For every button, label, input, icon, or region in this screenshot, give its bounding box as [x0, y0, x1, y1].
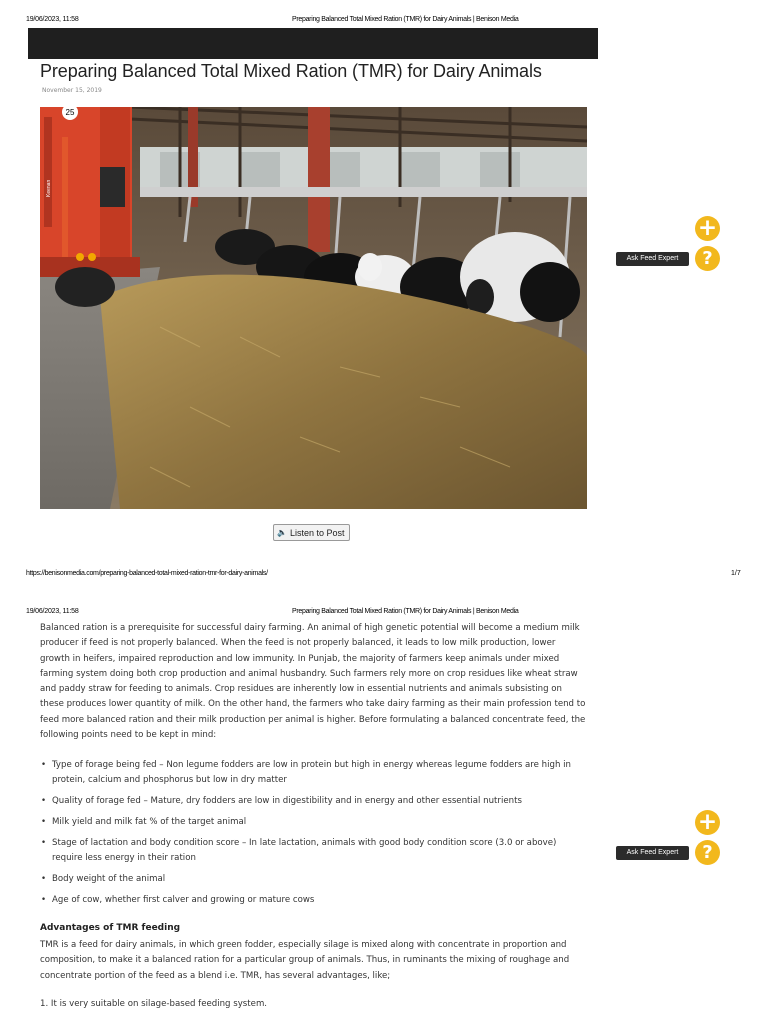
ask-feed-expert-label[interactable]: Ask Feed Expert	[616, 846, 689, 860]
intro-paragraph: Balanced ration is a prerequisite for successful dairy farming. An animal of high genetic potential will become a medium milk producer if feed is not properly balanced. When the feed is not properly balanced, it leads to low milk production, lower growth in heifers, impaired reproduction and low immunity. In Punjab, the majority of farmers keep animals under mixed farming system doing both crop production and animal husbandry. Such farmers rely more on crop residues like wheat straw and paddy straw for feeding to animals. Crop residues are inherently low in essential nutrients and animals subsisting on these produces lower quantity of milk. On the other hand, the farmers who take dairy farming as their main profession tend to feed more balanced ration and their milk production per animal is higher. Before formulating a balanced concentrate feed, the following points need to be kept in mind:	[40, 623, 586, 741]
speaker-icon: 🔈	[277, 528, 287, 537]
list-item: • Quality of forage fed – Mature, dry fodders are low in digestibility and in energy and other essential nutrients	[40, 794, 588, 809]
print-timestamp: 19/06/2023, 11:58	[26, 608, 79, 615]
print-page-title: Preparing Balanced Total Mixed Ration (TMR) for Dairy Animals | Benison Media	[292, 608, 519, 615]
listen-button-label: Listen to Post	[289, 527, 345, 538]
print-url: https://benisonmedia.com/preparing-balanced-total-mixed-ration-tmr-for-dairy-animals/	[26, 570, 268, 577]
advantages-heading: Advantages of TMR feeding	[40, 923, 181, 933]
question-icon[interactable]: ?	[695, 840, 720, 865]
list-item: • Body weight of the animal	[40, 872, 588, 887]
site-nav-bar	[28, 28, 598, 59]
list-item: • Milk yield and milk fat % of the target animal	[40, 815, 588, 830]
hero-image	[40, 107, 587, 509]
plus-icon[interactable]: +	[695, 216, 720, 241]
post-date: November 15, 2019	[42, 87, 102, 94]
list-item: • Type of forage being fed – Non legume fodders are low in protein but high in energy whereas legume fodders are high in protein, calcium and phosphorus but low in dry matter	[40, 758, 588, 789]
list-item: • Age of cow, whether first calver and growing or mature cows	[40, 893, 588, 908]
print-header	[0, 14, 768, 28]
post-title: Preparing Balanced Total Mixed Ration (TMR) for Dairy Animals	[40, 61, 542, 81]
print-page-title: Preparing Balanced Total Mixed Ration (TMR) for Dairy Animals | Benison Media	[292, 16, 519, 23]
print-header-2	[0, 606, 768, 620]
machine-number: 25	[65, 108, 75, 117]
advantages-item-1: 1. It is very suitable on silage-based feeding system.	[40, 999, 268, 1009]
feed-expert-widget	[616, 216, 722, 276]
list-item: • Stage of lactation and body condition score – In late lactation, animals with good body condition score (3.0 or above) require less energy in their ration	[40, 836, 588, 867]
print-footer	[0, 570, 768, 582]
print-page-number: 1/7	[731, 570, 741, 577]
advantages-paragraph: TMR is a feed for dairy animals, in which green fodder, especially silage is mixed along with concentrate in proportion and composition, to make it a balanced ration for a particular group of animals. Thus, in ruminants the mixing of roughage and concentrate portion of the feed as a blend i.e. TMR, has several advantages, like;	[40, 940, 570, 981]
listen-to-post-button[interactable]	[273, 524, 350, 541]
ask-feed-expert-label[interactable]: Ask Feed Expert	[616, 252, 689, 266]
machine-brand-text: Keenan	[46, 179, 52, 197]
plus-icon[interactable]: +	[695, 810, 720, 835]
print-timestamp: 19/06/2023, 11:58	[26, 16, 79, 23]
question-icon[interactable]: ?	[695, 246, 720, 271]
feed-expert-widget-2	[616, 810, 722, 870]
